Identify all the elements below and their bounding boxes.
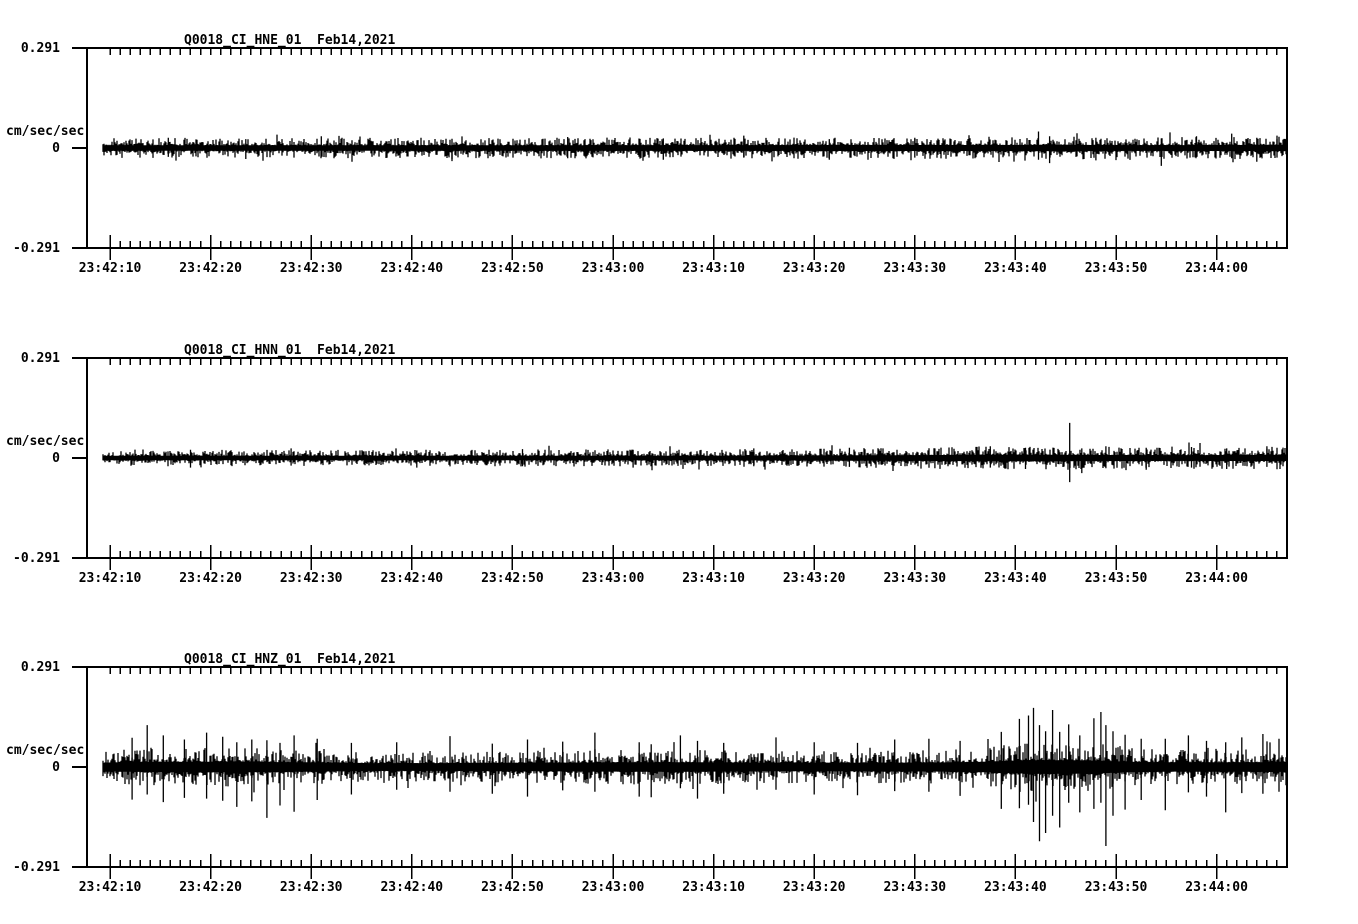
trace-title: Q0018_CI_HNN_01 Feb14,2021 bbox=[184, 343, 396, 358]
x-tick-label: 23:43:20 bbox=[782, 261, 846, 276]
y-axis-label-zero: 0 bbox=[52, 141, 60, 156]
y-axis-units-label: cm/sec/sec bbox=[6, 434, 85, 449]
x-tick-label: 23:42:10 bbox=[78, 261, 142, 276]
x-tick-label: 23:42:20 bbox=[179, 571, 242, 586]
x-tick-label: 23:43:50 bbox=[1084, 880, 1148, 895]
x-tick-label: 23:42:10 bbox=[78, 880, 142, 895]
y-axis-units-label: cm/sec/sec bbox=[6, 124, 85, 139]
waveform-trace-hnn bbox=[103, 443, 1286, 472]
x-tick-label: 23:42:20 bbox=[179, 261, 242, 276]
x-tick-label: 23:43:10 bbox=[682, 880, 745, 895]
x-tick-label: 23:43:20 bbox=[782, 571, 846, 586]
x-tick-label: 23:43:50 bbox=[1084, 261, 1148, 276]
x-tick-label: 23:42:40 bbox=[380, 571, 444, 586]
x-tick-label: 23:44:00 bbox=[1185, 880, 1248, 895]
x-tick-label: 23:42:10 bbox=[78, 571, 142, 586]
x-tick-label: 23:42:30 bbox=[279, 261, 343, 276]
x-tick-label: 23:42:30 bbox=[279, 880, 343, 895]
y-axis-units-label: cm/sec/sec bbox=[6, 743, 85, 758]
x-tick-label: 23:42:40 bbox=[380, 880, 444, 895]
x-tick-label: 23:43:10 bbox=[682, 261, 745, 276]
x-tick-label: 23:43:40 bbox=[984, 261, 1047, 276]
y-axis-label-zero: 0 bbox=[52, 451, 60, 466]
x-tick-label: 23:43:10 bbox=[682, 571, 745, 586]
trace-title: Q0018_CI_HNZ_01 Feb14,2021 bbox=[184, 652, 396, 667]
x-tick-label: 23:43:30 bbox=[883, 880, 947, 895]
x-tick-label: 23:43:30 bbox=[883, 261, 947, 276]
x-tick-label: 23:44:00 bbox=[1185, 261, 1248, 276]
x-tick-label: 23:43:50 bbox=[1084, 571, 1148, 586]
y-axis-label-max: 0.291 bbox=[20, 41, 60, 56]
x-tick-label: 23:42:40 bbox=[380, 261, 444, 276]
x-tick-label: 23:43:00 bbox=[581, 571, 645, 586]
x-tick-label: 23:44:00 bbox=[1185, 571, 1248, 586]
x-tick-label: 23:43:00 bbox=[581, 880, 645, 895]
y-axis-label-min: -0.291 bbox=[13, 241, 60, 256]
waveform-spikes-hnz bbox=[132, 708, 1279, 846]
x-tick-label: 23:42:50 bbox=[481, 880, 544, 895]
y-axis-label-max: 0.291 bbox=[20, 660, 60, 675]
x-tick-label: 23:43:40 bbox=[984, 571, 1047, 586]
x-tick-label: 23:43:20 bbox=[782, 880, 846, 895]
waveform-spikes-hnn bbox=[191, 423, 1267, 482]
trace-title: Q0018_CI_HNE_01 Feb14,2021 bbox=[184, 33, 396, 48]
x-tick-label: 23:42:50 bbox=[481, 571, 544, 586]
x-tick-label: 23:43:40 bbox=[984, 880, 1047, 895]
y-axis-label-zero: 0 bbox=[52, 760, 60, 775]
y-axis-label-min: -0.291 bbox=[13, 860, 60, 875]
x-tick-label: 23:42:50 bbox=[481, 261, 544, 276]
y-axis-label-min: -0.291 bbox=[13, 551, 60, 566]
x-tick-label: 23:43:00 bbox=[581, 261, 645, 276]
x-tick-label: 23:43:30 bbox=[883, 571, 947, 586]
y-axis-label-max: 0.291 bbox=[20, 351, 60, 366]
x-tick-label: 23:42:30 bbox=[279, 571, 343, 586]
x-tick-label: 23:42:20 bbox=[179, 880, 242, 895]
waveform-trace-hne bbox=[103, 132, 1286, 162]
